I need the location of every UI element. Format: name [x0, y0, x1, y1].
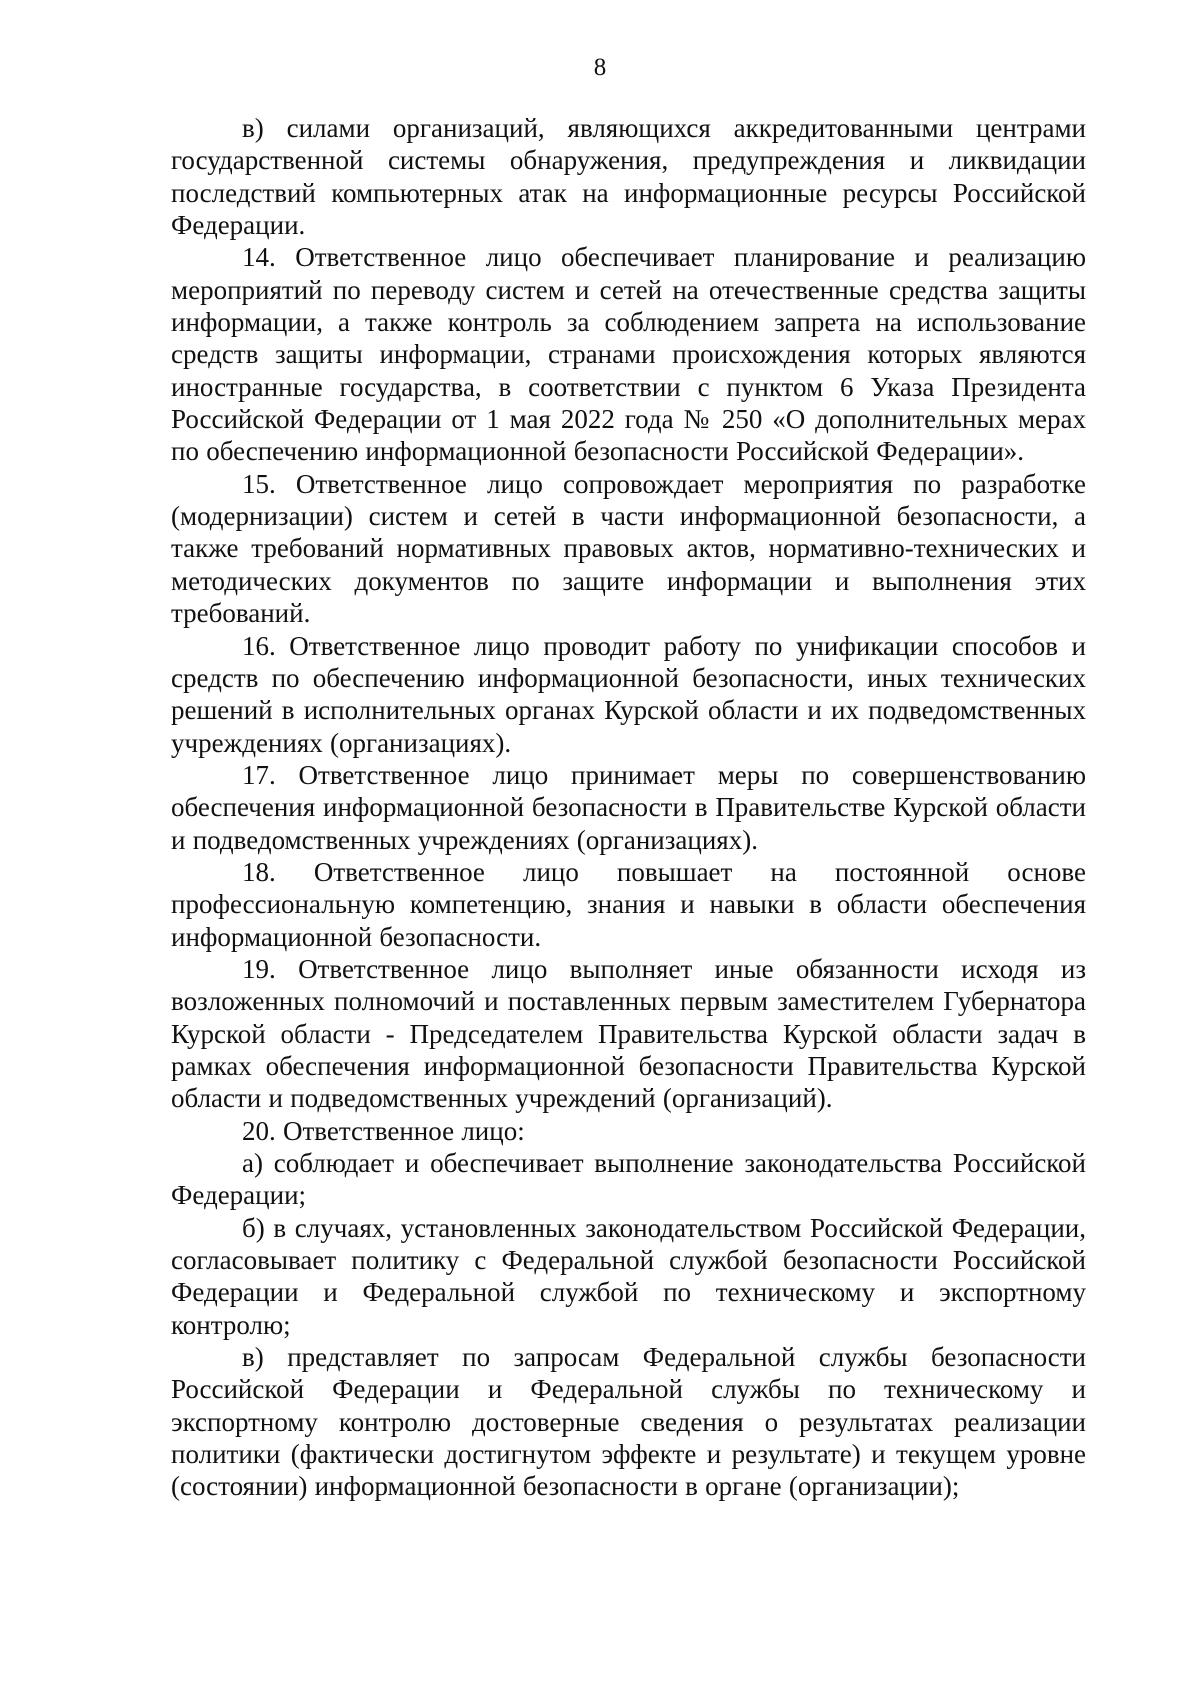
paragraph-20b: б) в случаях, установленных законодательством Российской Федерации, согласовывает политику с Федеральной службой безопасности Российской Федерации и Федеральной службой по техническому и экспортному контролю;	[171, 1212, 1086, 1340]
paragraph-13v: в) силами организаций, являющихся аккредитованными центрами государственной системы обнаружения, предупреждения и ликвидации последствий компьютерных атак на информационные ресурсы Российской Федерации.	[171, 113, 1086, 241]
paragraph-17: 17. Ответственное лицо принимает меры по совершенствованию обеспечения информационной безопасности в Правительстве Курской области и подведомственных учреждениях (организациях).	[171, 759, 1086, 855]
paragraph-20v: в) представляет по запросам Федеральной службы безопасности Российской Федерации и Федеральной службы по техническому и экспортному контролю достоверные сведения о результатах реализации политики (фактически достигнутом эффекте и результате) и текущем уровне (состоянии) информационной безопасности в органе (организации);	[171, 1342, 1086, 1502]
paragraph-19: 19. Ответственное лицо выполняет иные обязанности исходя из возложенных полномочий и поставленных первым заместителем Губернатора Курской области - Председателем Правительства Курской области задач в рамках обеспечения информационной безопасности Правительства Курской области и подведомственных учреждений (организаций).	[171, 953, 1086, 1114]
document-body	[171, 112, 1086, 1503]
paragraph-16: 16. Ответственное лицо проводит работу по унификации способов и средств по обеспечению информационной безопасности, иных технических решений в исполнительных органах Курской области и их подведомственных учреждениях (организациях).	[171, 630, 1086, 758]
page-number: 8	[593, 54, 607, 81]
paragraph-20: 20. Ответственное лицо:	[242, 1115, 525, 1146]
paragraph-14: 14. Ответственное лицо обеспечивает планирование и реализацию мероприятий по переводу систем и сетей на отечественные средства защиты информации, а также контроль за соблюдением запрета на использование средств защиты информации, странами происхождения которых являются иностранные государства, в соответствии с пунктом 6 Указа Президента Российской Федерации от 1 мая 2022 года № 250 «О дополнительных мерах по обеспечению информационной безопасности Российской Федерации».	[171, 242, 1086, 467]
paragraph-15: 15. Ответственное лицо сопровождает мероприятия по разработке (модернизации) систем и сетей в части информационной безопасности, а также требований нормативных правовых актов, нормативно-технических и методических документов по защите информации и выполнения этих требований.	[171, 468, 1086, 629]
paragraph-18: 18. Ответственное лицо повышает на постоянной основе профессиональную компетенцию, знания и навыки в области обеспечения информационной безопасности.	[171, 856, 1086, 952]
paragraph-20a: а) соблюдает и обеспечивает выполнение законодательства Российской Федерации;	[171, 1148, 1086, 1211]
